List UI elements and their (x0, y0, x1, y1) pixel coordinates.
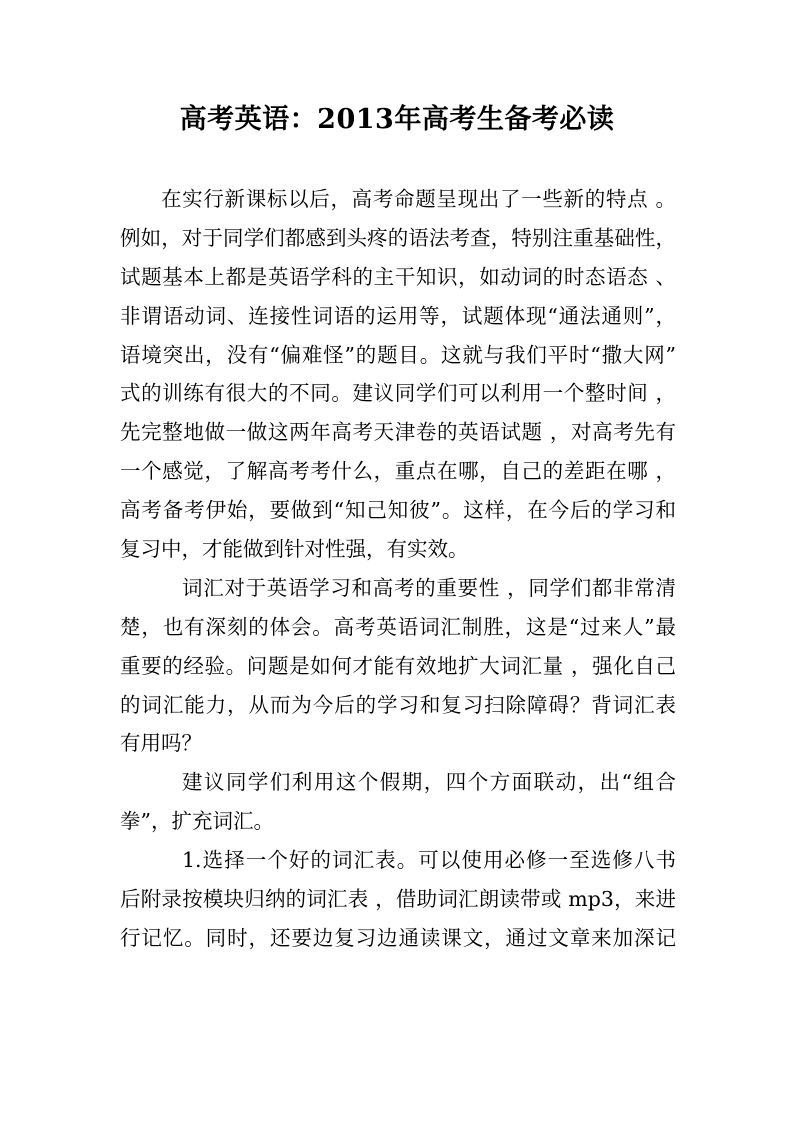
text-line: 例如，对于同学们都感到头疼的语法考查，特别注重基础性， (120, 225, 676, 250)
text-line: 非谓语动词、连接性词语的运用等，试题体现“通法通则”， (120, 303, 676, 328)
text-line: 后附录按模块归纳的词汇表 ，借助词汇朗读带或 mp3，来进 (120, 887, 676, 912)
text-line: 复习中，才能做到针对性强，有实效。 (120, 537, 469, 562)
text-line: 的词汇能力，从而为今后的学习和复习扫除障碍？背词汇表 (120, 692, 676, 717)
text-line: 行记忆。同时，还要边复习边通读课文，通过文章来加深记 (120, 925, 676, 950)
text-line: 拳”，扩充词汇。 (120, 809, 274, 834)
text-line: 1.选择一个好的词汇表。可以使用必修一至选修八书 (182, 848, 676, 873)
text-line: 式的训练有很大的不同。建议同学们可以利用一个整时间 ， (120, 381, 676, 406)
text-line: 试题基本上都是英语学科的主干知识，如动词的时态语态 、 (120, 264, 676, 289)
document-title: 高考英语：2013年高考生备考必读 (179, 104, 615, 135)
text-line: 高考备考伊始，要做到“知己知彼”。这样，在今后的学习和 (120, 498, 676, 523)
text-line: 有用吗？ (120, 731, 202, 756)
document-body (120, 180, 676, 958)
paragraph-1 (120, 180, 676, 569)
text-line: 建议同学们利用这个假期，四个方面联动，出“组合 (182, 770, 676, 795)
paragraph-4 (120, 841, 676, 958)
text-line: 一个感觉，了解高考考什么，重点在哪，自己的差距在哪 ， (120, 459, 676, 484)
text-line: 在实行新课标以后，高考命题呈现出了一些新的特点 。 (161, 187, 676, 211)
paragraph-2 (120, 569, 676, 763)
paragraph-3 (120, 763, 676, 841)
text-line: 先完整地做一做这两年高考天津卷的英语试题 ，对高考先有 (120, 420, 676, 445)
text-line: 词汇对于英语学习和高考的重要性 ，同学们都非常清 (182, 575, 676, 600)
text-line: 楚，也有深刻的体会。高考英语词汇制胜，这是“过来人”最 (120, 614, 676, 639)
text-line: 重要的经验。问题是如何才能有效地扩大词汇量 ，强化自己 (120, 653, 676, 678)
text-line: 语境突出，没有“偏难怪”的题目。这就与我们平时“撒大网” (120, 342, 676, 367)
